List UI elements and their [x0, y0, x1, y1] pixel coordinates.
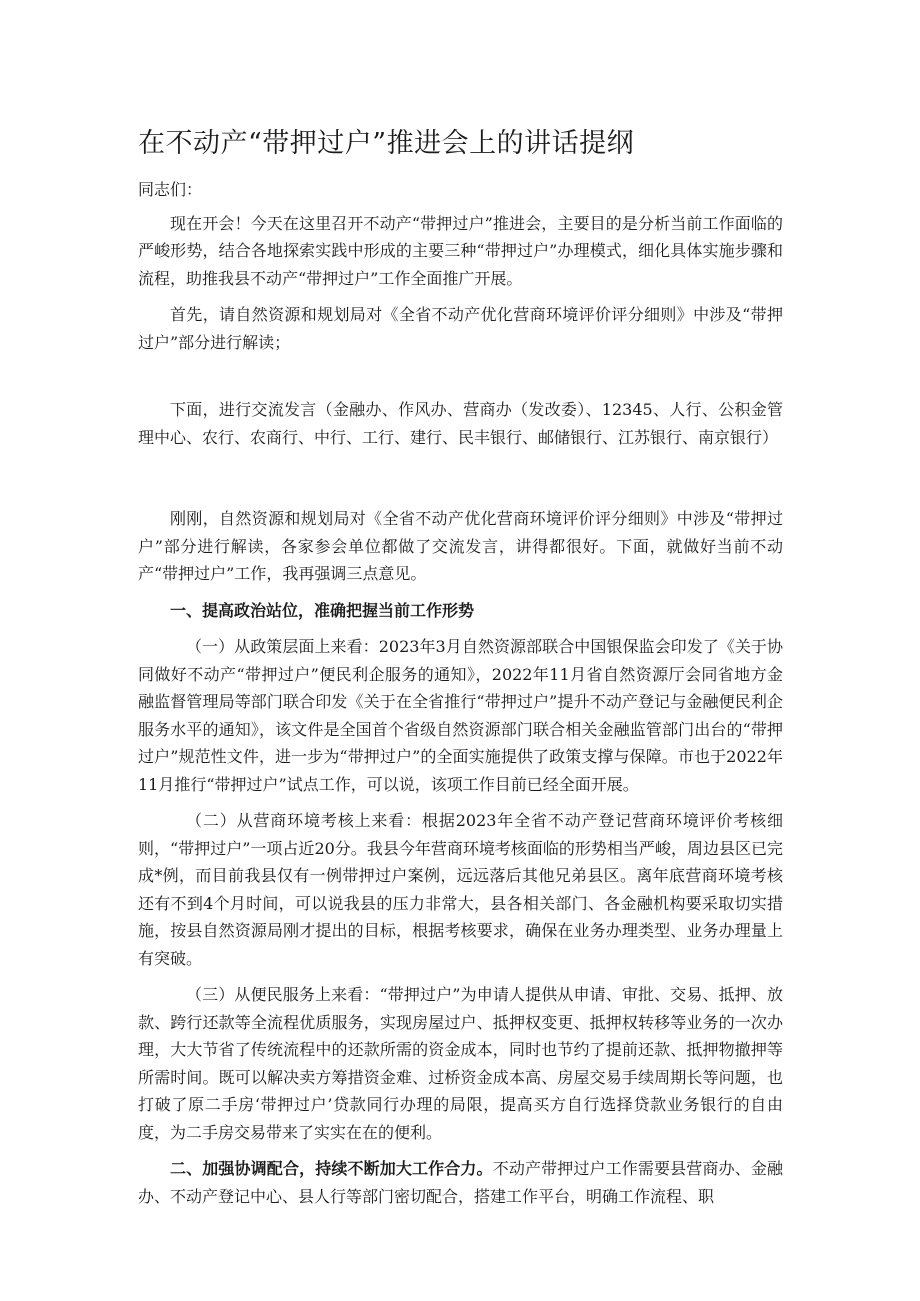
section-2-text: 不动产带押过户工作需要县营商办、金融办、不动产登记中心、县人行等部门密切配合，搭建工作平台，明确工作流程、职 [138, 1159, 783, 1206]
blank-spacer [138, 460, 783, 505]
paragraph-transition: 刚刚，自然资源和规划局对《全省不动产优化营商环境评价评分细则》中涉及“带押过户”部分进行解读，各家参会单位都做了交流发言，讲得都很好。下面，就做好当前不动产“带押过户”工作，我再强调三点意见。 [138, 509, 783, 583]
subsection-business-environment: （二）从营商环境考核上来看：根据2023年全省不动产登记营商环境评价考核细则，“带押过户”一项占近20分。我县今年营商环境考核面临的形势相当严峻，周边县区已完成*例，而目前我县仅有一例带押过户案例，远远落后其他兄弟县区。离年底营商环境考核还有不到4个月时间，可以说我县的压力非常大，县各相关部门、各金融机构要采取切实措施，按县自然资源局刚才提出的目标，根据考核要求，确保在业务办理类型、业务办理量上有突破。 [138, 811, 783, 968]
document-title: 在不动产“带押过户”推进会上的讲话提纲 [138, 128, 635, 159]
paragraph-exchange-speeches: 下面，进行交流发言（金融办、作风办、营商办（发改委）、12345、人行、公积金管理中心、农行、农商行、中行、工行、建行、民丰银行、邮储银行、江苏银行、南京银行） [138, 400, 783, 447]
section-heading-1: 一、提高政治站位，准确把握当前工作形势 [170, 600, 475, 620]
paragraph-first-agenda: 首先，请自然资源和规划局对《全省不动产优化营商环境评价评分细则》中涉及“带押过户”部分进行解读； [138, 305, 783, 352]
subsection-policy: （一）从政策层面上来看：2023年3月自然资源部联合中国银保监会印发了《关于协同做好不动产“带押过户”便民利企服务的通知》，2022年11月省自然资源厅会同省地方金融监督管理局等部门联合印发《关于在全省推行“带押过户”提升不动产登记与金融便民利企服务水平的通知》，该文件是全国首个省级自然资源部门联合相关金融监管部门出台的“带押过户”规范性文件，进一步为“带押过户”的全面实施提供了政策支撑与保障。市也于2022年11月推行“带押过户”试点工作，可以说，该项工作目前已经全面开展。 [138, 637, 783, 794]
section-heading-2: 二、加强协调配合，持续不断加大工作合力。 [170, 1159, 493, 1178]
paragraph-opening: 现在开会！今天在这里召开不动产“带押过户”推进会，主要目的是分析当前工作面临的严峻形势，结合各地探索实践中形成的主要三种“带押过户”办理模式，细化具体实施步骤和流程，助推我县不动产“带押过户”工作全面推广开展。 [138, 213, 783, 288]
document-body [138, 124, 783, 1219]
section-2-paragraph [138, 1155, 783, 1210]
subsection-convenience-service: （三）从便民服务上来看：“带押过户”为申请人提供从申请、审批、交易、抵押、放款、跨行还款等全流程优质服务，实现房屋过户、抵押权变更、抵押权转移等业务的一次办理，大大节省了传统流程中的还款所需的资金成本，同时也节约了提前还款、抵押物撤押等所需时间。既可以解决卖方筹措资金难、过桥资金成本高、房屋交易手续周期长等问题，也打破了原二手房‘带押过户’贷款同行办理的局限，提高买方自行选择贷款业务银行的自由度，为二手房交易带来了实实在在的便利。 [138, 985, 783, 1142]
salutation: 同志们： [138, 180, 203, 199]
blank-spacer [138, 365, 783, 396]
